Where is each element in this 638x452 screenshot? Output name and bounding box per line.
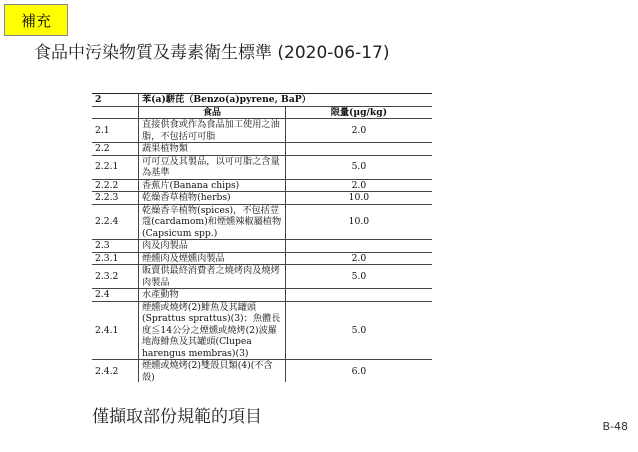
- excerpt-note: 僅擷取部份規範的項目: [92, 407, 262, 427]
- table-section-header: [92, 94, 432, 107]
- row-limit: [285, 289, 432, 302]
- row-number: 2.4.2: [92, 360, 139, 383]
- page-title: 食品中污染物質及毒素衛生標準 (2020-06-17): [34, 43, 390, 63]
- table-row: [92, 289, 432, 302]
- row-food: 香蕉片(Banana chips): [139, 179, 286, 192]
- table-row: [92, 179, 432, 192]
- column-limit: 限量(µg/kg): [285, 106, 432, 119]
- table-row: [92, 119, 432, 143]
- row-food: 可可豆及其製品，以可可脂之含量為基準: [139, 155, 286, 179]
- table-row: [92, 155, 432, 179]
- row-number: 2.2.1: [92, 155, 139, 179]
- row-limit: 2.0: [285, 119, 432, 143]
- row-number: 2.2.4: [92, 204, 139, 240]
- table-row: [92, 192, 432, 205]
- row-limit: 10.0: [285, 192, 432, 205]
- row-limit: 2.0: [285, 252, 432, 265]
- table-body: [92, 119, 432, 383]
- row-food: 煙燻或燒烤(2)鯡魚及其罐頭(Sprattus sprattus)(3)；魚體長度≦14公分之煙燻或燒烤(2)波羅地海鯡魚及其罐頭(Clupea harengus membras)(3): [139, 301, 286, 360]
- row-food: 蔬果植物類: [139, 143, 286, 156]
- regulation-table-scan: [92, 93, 432, 382]
- table-row: [92, 301, 432, 360]
- page-number: B-48: [602, 420, 628, 433]
- row-number: 2.3.2: [92, 265, 139, 289]
- row-limit: 2.0: [285, 179, 432, 192]
- row-limit: 6.0: [285, 360, 432, 383]
- row-number: 2.4.1: [92, 301, 139, 360]
- table-row: [92, 204, 432, 240]
- row-food: 水產動物: [139, 289, 286, 302]
- supplement-badge: 補充: [4, 4, 68, 36]
- row-number: 2.2.3: [92, 192, 139, 205]
- bap-limits-table: [92, 93, 432, 382]
- row-food: 肉及肉製品: [139, 240, 286, 253]
- table-row: [92, 252, 432, 265]
- row-limit: [285, 240, 432, 253]
- row-number: 2.3.1: [92, 252, 139, 265]
- section-name: 苯(a)駢芘（Benzo(a)pyrene, BaP）: [139, 94, 433, 107]
- row-food: 乾燥香辛植物(spices)，不包括荳蔻(cardamom)和煙燻辣椒屬植物(Capsicum spp.): [139, 204, 286, 240]
- row-food: 販賣供最終消費者之燒烤肉及燒烤肉製品: [139, 265, 286, 289]
- row-number: 2.2: [92, 143, 139, 156]
- row-limit: 5.0: [285, 155, 432, 179]
- row-limit: 10.0: [285, 204, 432, 240]
- table-column-header: [92, 106, 432, 119]
- row-food: 煙燻或燒烤(2)雙殼貝類(4)(不含殼): [139, 360, 286, 383]
- row-food: 直接供食或作為食品加工使用之油脂，不包括可可脂: [139, 119, 286, 143]
- table-row: [92, 240, 432, 253]
- row-food: 乾燥香草植物(herbs): [139, 192, 286, 205]
- row-number: 2.1: [92, 119, 139, 143]
- column-food: 食品: [139, 106, 286, 119]
- table-row: [92, 360, 432, 383]
- row-limit: [285, 143, 432, 156]
- section-number: 2: [92, 94, 139, 107]
- row-number: 2.2.2: [92, 179, 139, 192]
- table-row: [92, 265, 432, 289]
- row-number: 2.3: [92, 240, 139, 253]
- row-limit: 5.0: [285, 265, 432, 289]
- table-row: [92, 143, 432, 156]
- column-blank: [92, 106, 139, 119]
- row-limit: 5.0: [285, 301, 432, 360]
- row-food: 煙燻肉及煙燻肉製品: [139, 252, 286, 265]
- row-number: 2.4: [92, 289, 139, 302]
